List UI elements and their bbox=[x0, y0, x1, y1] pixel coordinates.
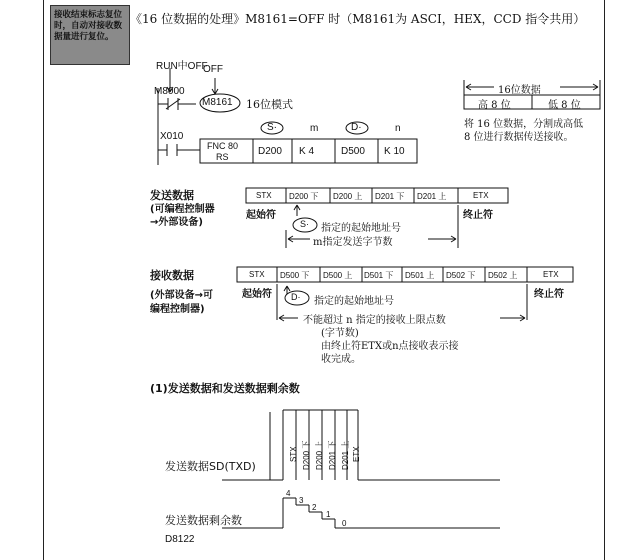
send-label-2: (可编程控制器 bbox=[150, 204, 215, 215]
cell-d500: D500 bbox=[341, 146, 365, 157]
data16-high: 高 8 位 bbox=[478, 100, 511, 111]
off-label: OFF bbox=[203, 64, 223, 75]
receive-label-2: (外部设备→可 bbox=[150, 290, 213, 301]
send-start-char: 起始符 bbox=[246, 210, 276, 221]
timing-remain-label: 发送数据剩余数 bbox=[165, 514, 242, 527]
timing-section-title: (1)发送数据和发送数据剩余数 bbox=[150, 382, 300, 395]
step-4: 4 bbox=[286, 489, 291, 498]
timing-col-d201-high: D201 上 bbox=[341, 440, 350, 470]
timing-col-d201-low: D201 下 bbox=[328, 440, 337, 470]
cell-k10: K 10 bbox=[384, 146, 405, 157]
data16-header: 16位数据 bbox=[498, 85, 541, 96]
send-m-text: m指定发送字节数 bbox=[313, 237, 393, 248]
timing-d8122-label: D8122 bbox=[165, 534, 195, 545]
receive-label-1: 接收数据 bbox=[150, 269, 194, 282]
timing-col-d200-low: D200 下 bbox=[302, 440, 311, 470]
timing-col-etx: ETX bbox=[352, 446, 361, 462]
step-2: 2 bbox=[312, 503, 317, 512]
rs-label: RS bbox=[216, 152, 229, 162]
receive-label-3: 编程控制器) bbox=[150, 304, 205, 315]
send-end-char: 终止符 bbox=[463, 210, 493, 221]
send-cell-d200-high: D200 上 bbox=[333, 192, 363, 201]
receive-n-text-2: (字节数) bbox=[321, 328, 359, 339]
receive-n-text-4: 收完成。 bbox=[321, 354, 361, 365]
step-0: 0 bbox=[342, 519, 347, 528]
send-label-3: →外部设备) bbox=[150, 217, 203, 228]
receive-n-text-1: 不能超过 n 指定的接收上限点数 bbox=[303, 315, 446, 326]
receive-start-char: 起始符 bbox=[242, 289, 272, 300]
step-3: 3 bbox=[299, 496, 304, 505]
send-s-circle: S· bbox=[300, 219, 309, 229]
cell-k4: K 4 bbox=[299, 146, 315, 157]
timing-col-stx: STX bbox=[289, 446, 298, 462]
operand-m-header: m bbox=[310, 123, 319, 134]
page-title: 《16 位数据的处理》M8161=OFF 时（M8161为 ASCI，HEX，CCD 指令共用） bbox=[130, 12, 586, 26]
receive-cell-d500-low: D500 下 bbox=[280, 271, 310, 280]
receive-cell-d502-high: D502 上 bbox=[488, 271, 518, 280]
timing-col-d200-high: D200 上 bbox=[315, 440, 324, 470]
receive-cell-d500-high: D500 上 bbox=[323, 271, 353, 280]
receive-cell-d501-high: D501 上 bbox=[405, 271, 435, 280]
step-1: 1 bbox=[326, 510, 331, 519]
data16-low: 低 8 位 bbox=[548, 100, 581, 111]
mode-16bit-text: 16位模式 bbox=[246, 98, 293, 111]
receive-end-char: 终止符 bbox=[534, 289, 564, 300]
operand-s-header: S· bbox=[267, 122, 277, 133]
receive-cell-stx: STX bbox=[249, 270, 265, 279]
data16-note-line1: 将 16 位数据，分割成高低 bbox=[464, 119, 584, 130]
send-cell-d201-low: D201 下 bbox=[375, 192, 405, 201]
sidebar-note: 接收结束标志复位时，自动对接收数据量进行复位。 bbox=[54, 10, 123, 42]
x010-contact-label: X010 bbox=[160, 131, 184, 142]
operand-n-header: n bbox=[395, 123, 401, 134]
send-s-text: 指定的起始地址号 bbox=[321, 223, 401, 234]
m8000-contact-label: M8000 bbox=[154, 86, 185, 97]
send-cell-stx: STX bbox=[256, 191, 272, 200]
send-label-1: 发送数据 bbox=[150, 189, 194, 202]
receive-cell-d502-low: D502 下 bbox=[446, 271, 476, 280]
data16-note-line2: 8 位进行数据传送接收。 bbox=[464, 132, 574, 143]
operand-d-header: D· bbox=[351, 122, 362, 133]
fnc-80-label: FNC 80 bbox=[207, 141, 239, 151]
receive-cell-d501-low: D501 下 bbox=[364, 271, 394, 280]
send-cell-etx: ETX bbox=[473, 191, 489, 200]
timing-sd-label: 发送数据SD(TXD) bbox=[165, 460, 256, 473]
run-off-label: RUN中OFF bbox=[156, 61, 208, 72]
send-cell-d201-high: D201 上 bbox=[417, 192, 447, 201]
send-cell-d200-low: D200 下 bbox=[289, 192, 319, 201]
receive-n-text-3: 由终止符ETX或n点接收表示接 bbox=[321, 341, 459, 352]
m8161-coil-label: M8161 bbox=[202, 97, 233, 108]
cell-d200: D200 bbox=[258, 146, 282, 157]
receive-d-text: 指定的起始地址号 bbox=[314, 296, 394, 307]
receive-d-circle: D· bbox=[291, 292, 301, 302]
receive-cell-etx: ETX bbox=[543, 270, 559, 279]
